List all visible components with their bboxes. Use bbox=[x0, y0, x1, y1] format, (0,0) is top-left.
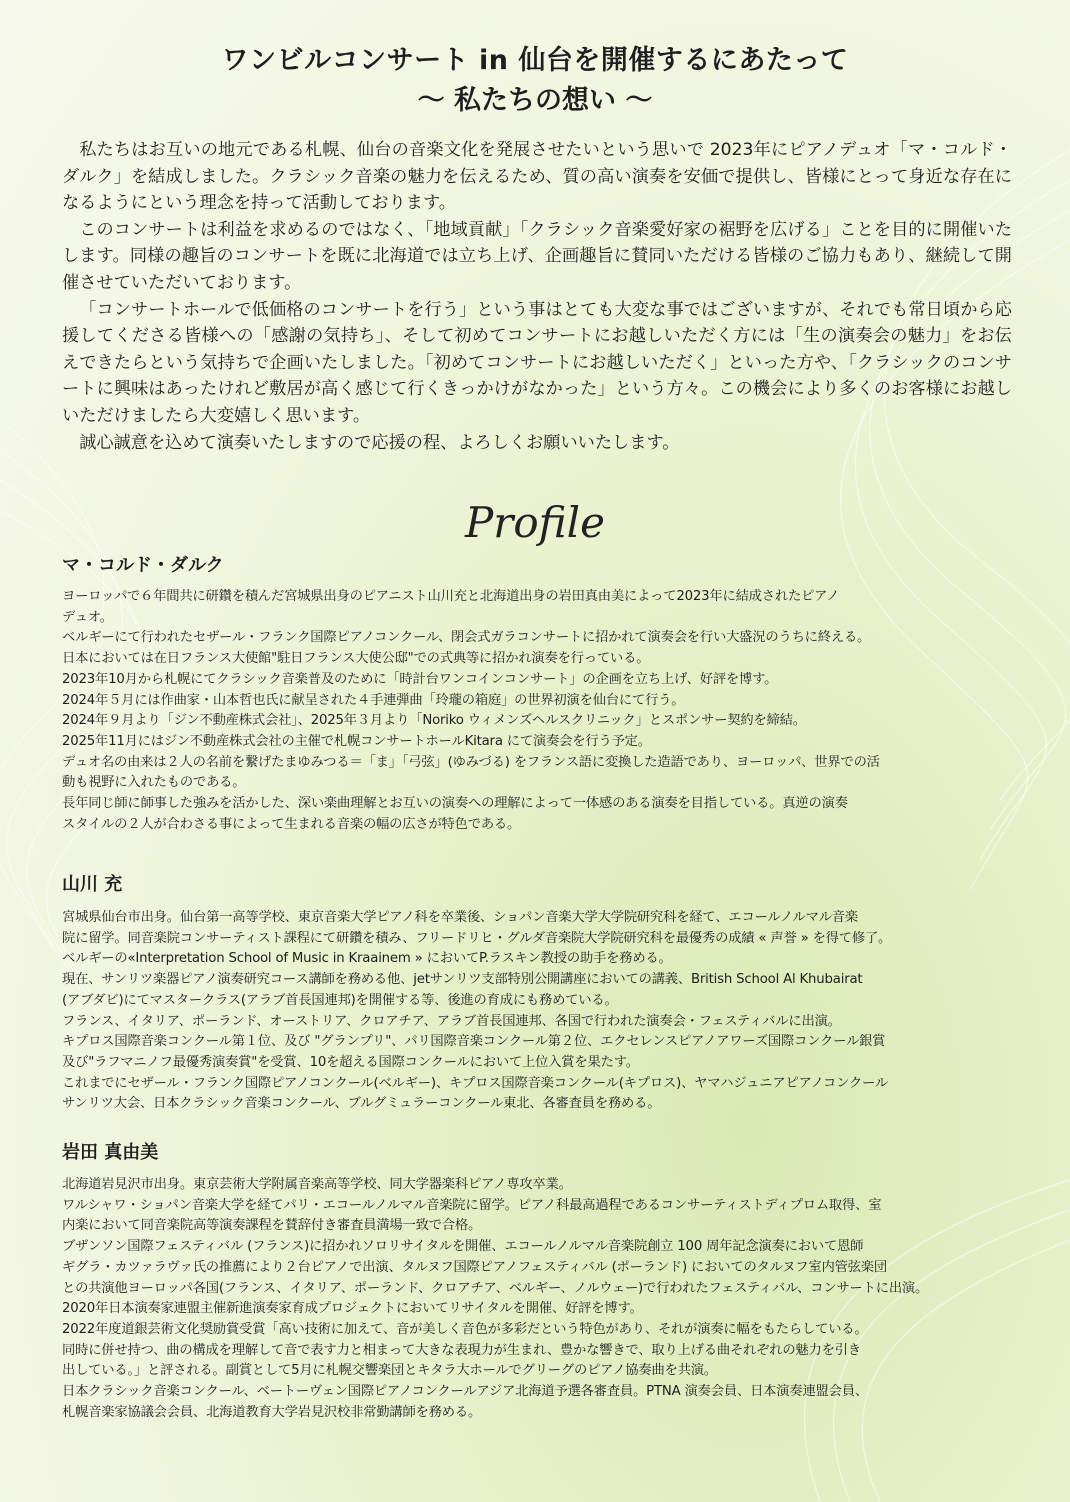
profile-heading: Profile bbox=[465, 498, 605, 547]
profile-section-iwata bbox=[62, 1141, 1022, 1423]
section-body bbox=[62, 908, 1022, 1115]
intro-paragraph: 誠心誠意を込めて演奏いたしますので応援の程、よろしくお願いいたします。 bbox=[79, 432, 680, 453]
body-line: 宮城県仙台市出身。仙台第一高等学校、東京音楽大学ピアノ科を卒業後、ショパン音楽大学大学院研究科を経て、エコールノルマル音楽 bbox=[62, 910, 858, 925]
body-line: フランス、イタリア、ポーランド、オーストリア、クロアチア、アラブ首長国連邦、各国で行われた演奏会・フェスティバルに出演。 bbox=[62, 1013, 841, 1029]
body-line: デュオ。 bbox=[62, 609, 113, 625]
body-line: 長年同じ師に師事した強みを活かした、深い楽曲理解とお互いの演奏への理解によって一体感のある演奏を目指している。真逆の演奏 bbox=[62, 796, 848, 812]
body-line: との共演他ヨーロッパ各国(フランス、イタリア、ポーランド、クロアチア、ベルギー、ノルウェー)で行われたフェスティバル、コンサートに出演。 bbox=[62, 1280, 929, 1296]
body-line: 院に留学。同音楽院コンサーティスト課程にて研鑽を積み、フリードリヒ・グルダ音楽院大学院研究科を最優秀の成績 « 声誉 » を得て修了。 bbox=[62, 930, 892, 946]
section-body bbox=[62, 1175, 1022, 1423]
body-line: (アブダビ)にてマスタークラス(アラブ首長国連邦)を開催する等、後進の育成にも務めている。 bbox=[62, 992, 618, 1008]
body-line: 現在、サンリツ楽器ピアノ演奏研究コース講師を務める他、jetサンリツ支部特別公開講座においての講義、British School Al Khubairat bbox=[62, 972, 863, 988]
intro-paragraph: 「コンサートホールで低価格のコンサートを行う」という事はとても大変な事ではございますが、それでも常日頃から応援してくださる皆様への「感謝の気持ち」、そして初めてコンサートにお越しいただく方には「生の演奏会の魅力」をお伝えできたらという気持ちで企画いたしました。「初めてコンサートにお越しいただく」といった方や、「クラシックのコンサートに興味はあったけれど敷居が高く感じて行くきっかけがなかった」という方々。この機会により多くのお客様にお越しいただけましたら大変嬉しく思います。 bbox=[62, 299, 1012, 426]
profile-section-yamakawa bbox=[62, 873, 1022, 1115]
section-body bbox=[62, 587, 1022, 835]
body-line: ブザンソン国際フェスティバル (フランス)に招かれソロリサイタルを開催、エコールノルマル音楽院創立 100 周年記念演奏において恩師 bbox=[62, 1239, 864, 1255]
profile-section-duo bbox=[62, 554, 1022, 835]
body-line: 日本クラシック音楽コンクール、ベートーヴェン国際ピアノコンクールアジア北海道予選各審査員。PTNA 演奏会員、日本演奏連盟会員、 bbox=[62, 1384, 868, 1400]
body-line: 札幌音楽家協議会会員、北海道教育大学岩見沢校非常勤講師を務める。 bbox=[62, 1404, 482, 1420]
body-line: 2023年10月から札幌にてクラシック音楽普及のために「時計台ワンコインコンサート」の企画を立ち上げ、好評を博す。 bbox=[62, 671, 778, 687]
body-line: 2020年日本演奏家連盟主催新進演奏家育成プロジェクトにおいてリサイタルを開催、好評を博す。 bbox=[62, 1301, 643, 1317]
body-line: 及び"ラフマニノフ最優秀演奏賞"を受賞、10を超える国際コンクールにおいて上位入賞を果たす。 bbox=[62, 1054, 639, 1070]
body-line: 2024年５月には作曲家・山本哲也氏に献呈された４手連弾曲「玲瓏の箱庭」の世界初演を仙台にて行う。 bbox=[62, 692, 685, 708]
body-line: ワルシャワ・ショパン音楽大学を経てパリ・エコールノルマル音楽院に留学。ピアノ科最高過程であるコンサーティストディプロム取得、室 bbox=[62, 1197, 882, 1213]
body-line: 動も視野に入れたものである。 bbox=[62, 775, 246, 791]
body-line: 北海道岩見沢市出身。東京芸術大学附属音楽高等学校、同大学器楽科ピアノ専攻卒業。 bbox=[62, 1177, 572, 1192]
body-line: スタイルの２人が合わさる事によって生まれる音楽の幅の広さが特色である。 bbox=[62, 816, 521, 832]
body-line: 内楽において同音楽院高等演奏課程を賛辞付き審査員満場一致で合格。 bbox=[62, 1218, 482, 1234]
body-line: 出している。」と評される。副賞として5月に札幌交響楽団とキタラ大ホールでグリーグのピアノ協奏曲を共演。 bbox=[62, 1363, 717, 1379]
intro-message bbox=[62, 137, 1012, 456]
body-line: キプロス国際音楽コンクール第１位、及び "グランプリ"、パリ国際音楽コンクール第２位、エクセレンスピアノアワーズ国際コンクール銀賞 bbox=[62, 1034, 886, 1050]
body-line: ギグラ・カツァラヴァ氏の推薦により２台ピアノで出演、タルヌフ国際ピアノフェスティバル (ポーランド) においてのタルヌフ室内管弦楽団 bbox=[62, 1259, 887, 1275]
body-line: 同時に併せ持つ、曲の構成を理解して音で表す力と相まって大きな表現力が生まれ、豊かな響きで、取り上げる曲それぞれの魅力を引き bbox=[62, 1342, 861, 1358]
intro-paragraph: 私たちはお互いの地元である札幌、仙台の音楽文化を発展させたいという思いで 2023年にピアノデュオ「マ・コルド・ダルク」を結成しました。クラシック音楽の魅力を伝えるため、質の高い演奏を安価で提供し、皆様にとって身近な存在になるようにという理念を持って活動しております。 bbox=[62, 140, 1012, 214]
page-title: ワンビルコンサート in 仙台を開催するにあたって bbox=[221, 45, 849, 76]
section-heading: 岩田 真由美 bbox=[62, 1142, 159, 1163]
intro-paragraph: このコンサートは利益を求めるのではなく、「地域貢献」「クラシック音楽愛好家の裾野を広げる」ことを目的に開催いたします。同様の趣旨のコンサートを既に北海道では立ち上げ、企画趣旨に賛同いただける皆様のご協力もあり、継続して開催させていただいております。 bbox=[62, 219, 1012, 293]
section-heading: 山川 充 bbox=[62, 874, 123, 895]
body-line: デュオ名の由来は２人の名前を繋げたまゆみつる＝「ま」「弓弦」(ゆみづる) をフランス語に変換した造語であり、ヨーロッパ、世界での活 bbox=[62, 754, 880, 770]
body-line: 2024年９月より「ジン不動産株式会社」、2025年３月より「Noriko ウィメンズヘルスクリニック」とスポンサー契約を締結。 bbox=[62, 713, 806, 729]
body-line: 2025年11月にはジン不動産株式会社の主催で札幌コンサートホールKitara にて演奏会を行う予定。 bbox=[62, 733, 651, 749]
body-line: サンリツ大会、日本クラシック音楽コンクール、ブルグミュラーコンクール東北、各審査員を務める。 bbox=[62, 1096, 661, 1112]
body-line: これまでにセザール・フランク国際ピアノコンクール(ベルギー)、キプロス国際音楽コンクール(キプロス)、ヤマハジュニアピアノコンクール bbox=[62, 1075, 888, 1091]
page-subtitle: 〜 私たちの想い 〜 bbox=[417, 85, 653, 116]
body-line: ヨーロッパで６年間共に研鑽を積んだ宮城県出身のピアニスト山川充と北海道出身の岩田真由美によって2023年に結成されたピアノ bbox=[62, 589, 840, 604]
section-heading: マ・コルド・ダルク bbox=[62, 555, 224, 576]
body-line: ベルギーにて行われたセザール・フランク国際ピアノコンクール、閉会式ガラコンサートに招かれて演奏会を行い大盛況のうちに終える。 bbox=[62, 630, 871, 646]
body-line: 日本においては在日フランス大使館"駐日フランス大使公邸"での式典等に招かれ演奏を行っている。 bbox=[62, 651, 650, 667]
body-line: 2022年度道銀芸術文化奨励賞受賞「高い技術に加えて、音が美しく音色が多彩だという特色があり、それが演奏に幅をもたらしている。 bbox=[62, 1321, 868, 1337]
body-line: ベルギーの«Interpretation School of Music in Kraainem » においてP.ラスキン教授の助手を務める。 bbox=[62, 951, 672, 967]
